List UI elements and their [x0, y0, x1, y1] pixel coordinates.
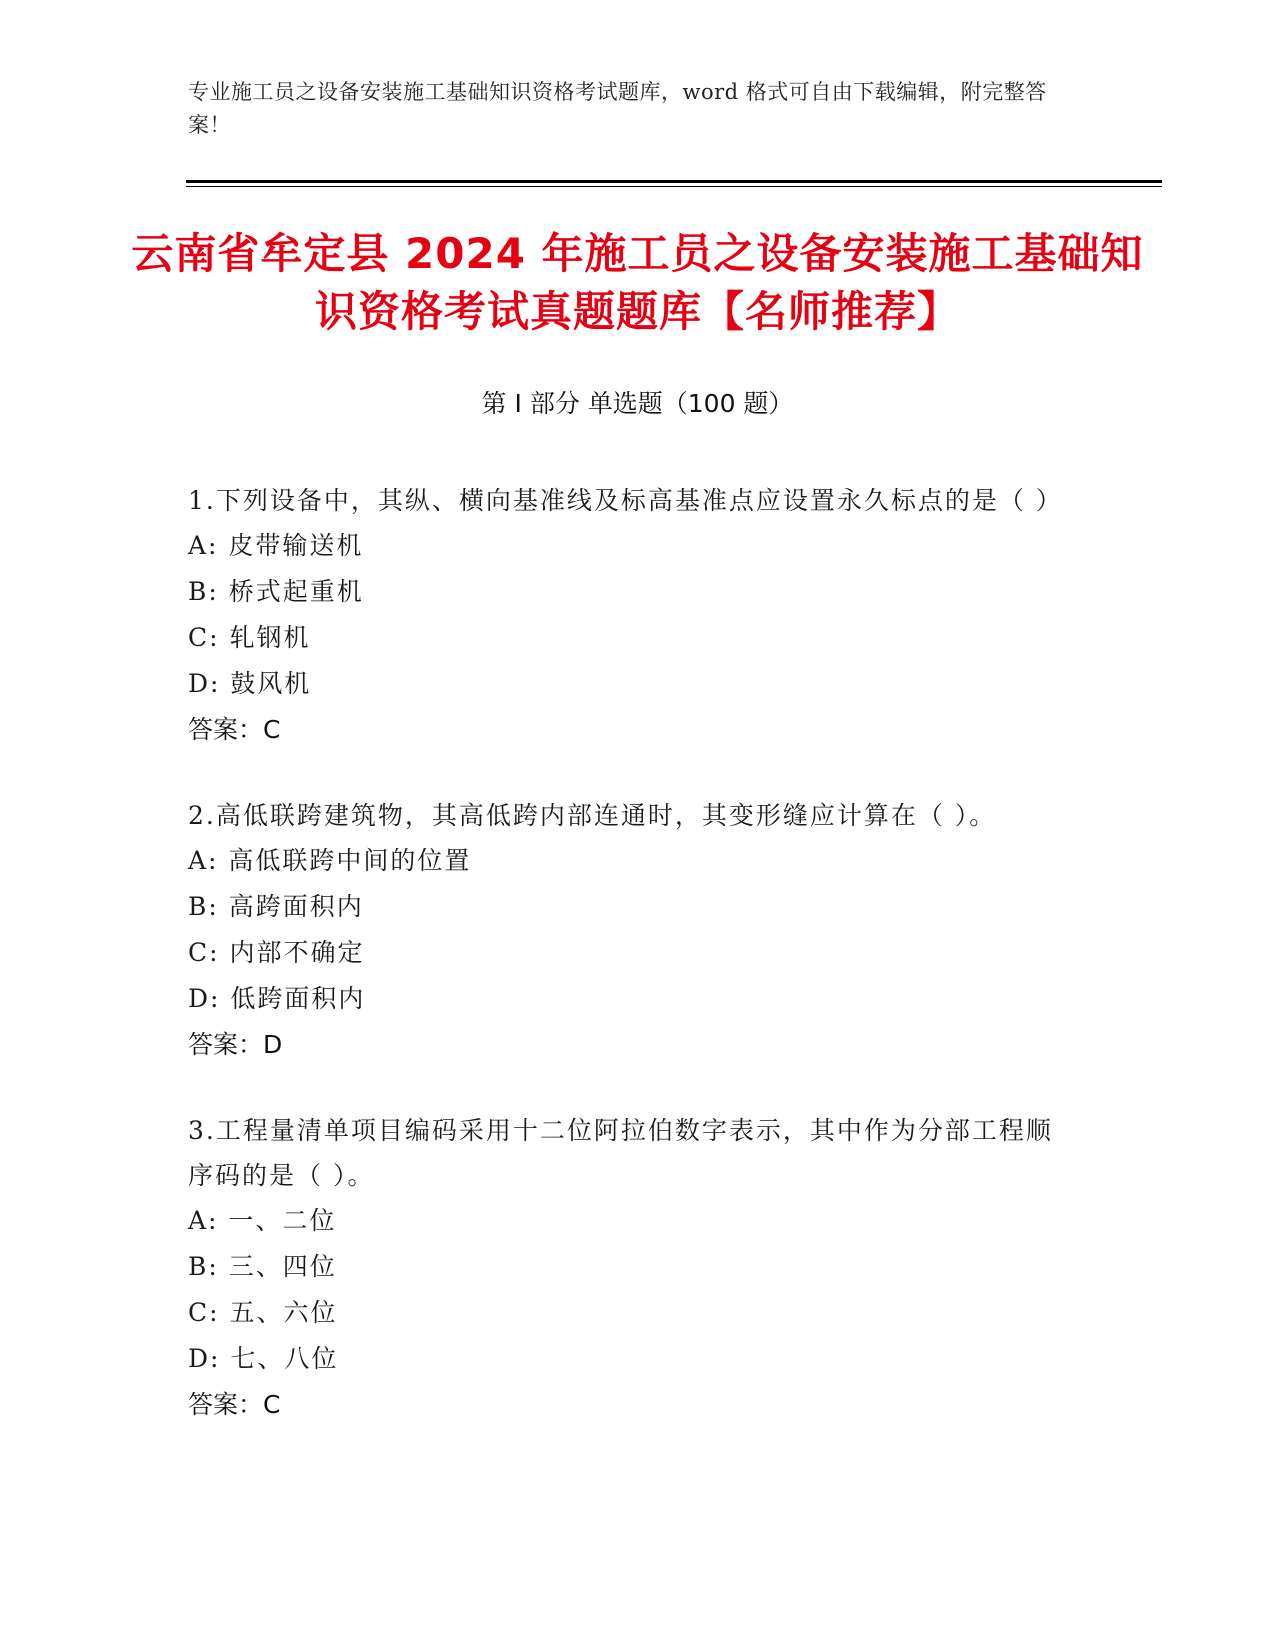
- option-b: B: 高跨面积内: [188, 892, 364, 921]
- header-rule-thin: [186, 186, 1162, 187]
- question-3: [188, 1108, 1078, 1428]
- option-b: B: 三、四位: [188, 1252, 337, 1281]
- question-1: [188, 478, 1078, 753]
- answer: 答案：D: [188, 1030, 283, 1059]
- question-stem: 2.高低联跨建筑物，其高低跨内部连通时，其变形缝应计算在（ ）。: [188, 801, 997, 830]
- option-a: A: 皮带输送机: [188, 531, 364, 560]
- answer: 答案：C: [188, 1390, 281, 1419]
- header-rule-thick: [186, 180, 1162, 183]
- document-title: 云南省牟定县 2024 年施工员之设备安装施工基础知识资格考试真题题库【名师推荐】: [131, 229, 1144, 336]
- option-a: A: 一、二位: [188, 1206, 337, 1235]
- section-heading: 第 I 部分 单选题（100 题）: [481, 389, 794, 418]
- answer: 答案：C: [188, 715, 281, 744]
- option-c: C: 轧钢机: [188, 623, 311, 652]
- question-stem: 3.工程量清单项目编码采用十二位阿拉伯数字表示，其中作为分部工程顺序码的是（ ）。: [188, 1116, 1053, 1190]
- option-c: C: 五、六位: [188, 1298, 338, 1327]
- option-d: D: 低跨面积内: [188, 984, 366, 1013]
- option-c: C: 内部不确定: [188, 938, 365, 967]
- header-note: 专业施工员之设备安装施工基础知识资格考试题库，word 格式可自由下载编辑，附完整答案！: [188, 80, 1047, 137]
- option-b: B: 桥式起重机: [188, 577, 364, 606]
- option-d: D: 七、八位: [188, 1344, 339, 1373]
- option-d: D: 鼓风机: [188, 669, 312, 698]
- question-2: [188, 793, 1078, 1068]
- question-list: [188, 478, 1078, 1468]
- option-a: A: 高低联跨中间的位置: [188, 846, 472, 875]
- question-stem: 1.下列设备中，其纵、横向基准线及标高基准点应设置永久标点的是（ ）: [188, 486, 1063, 515]
